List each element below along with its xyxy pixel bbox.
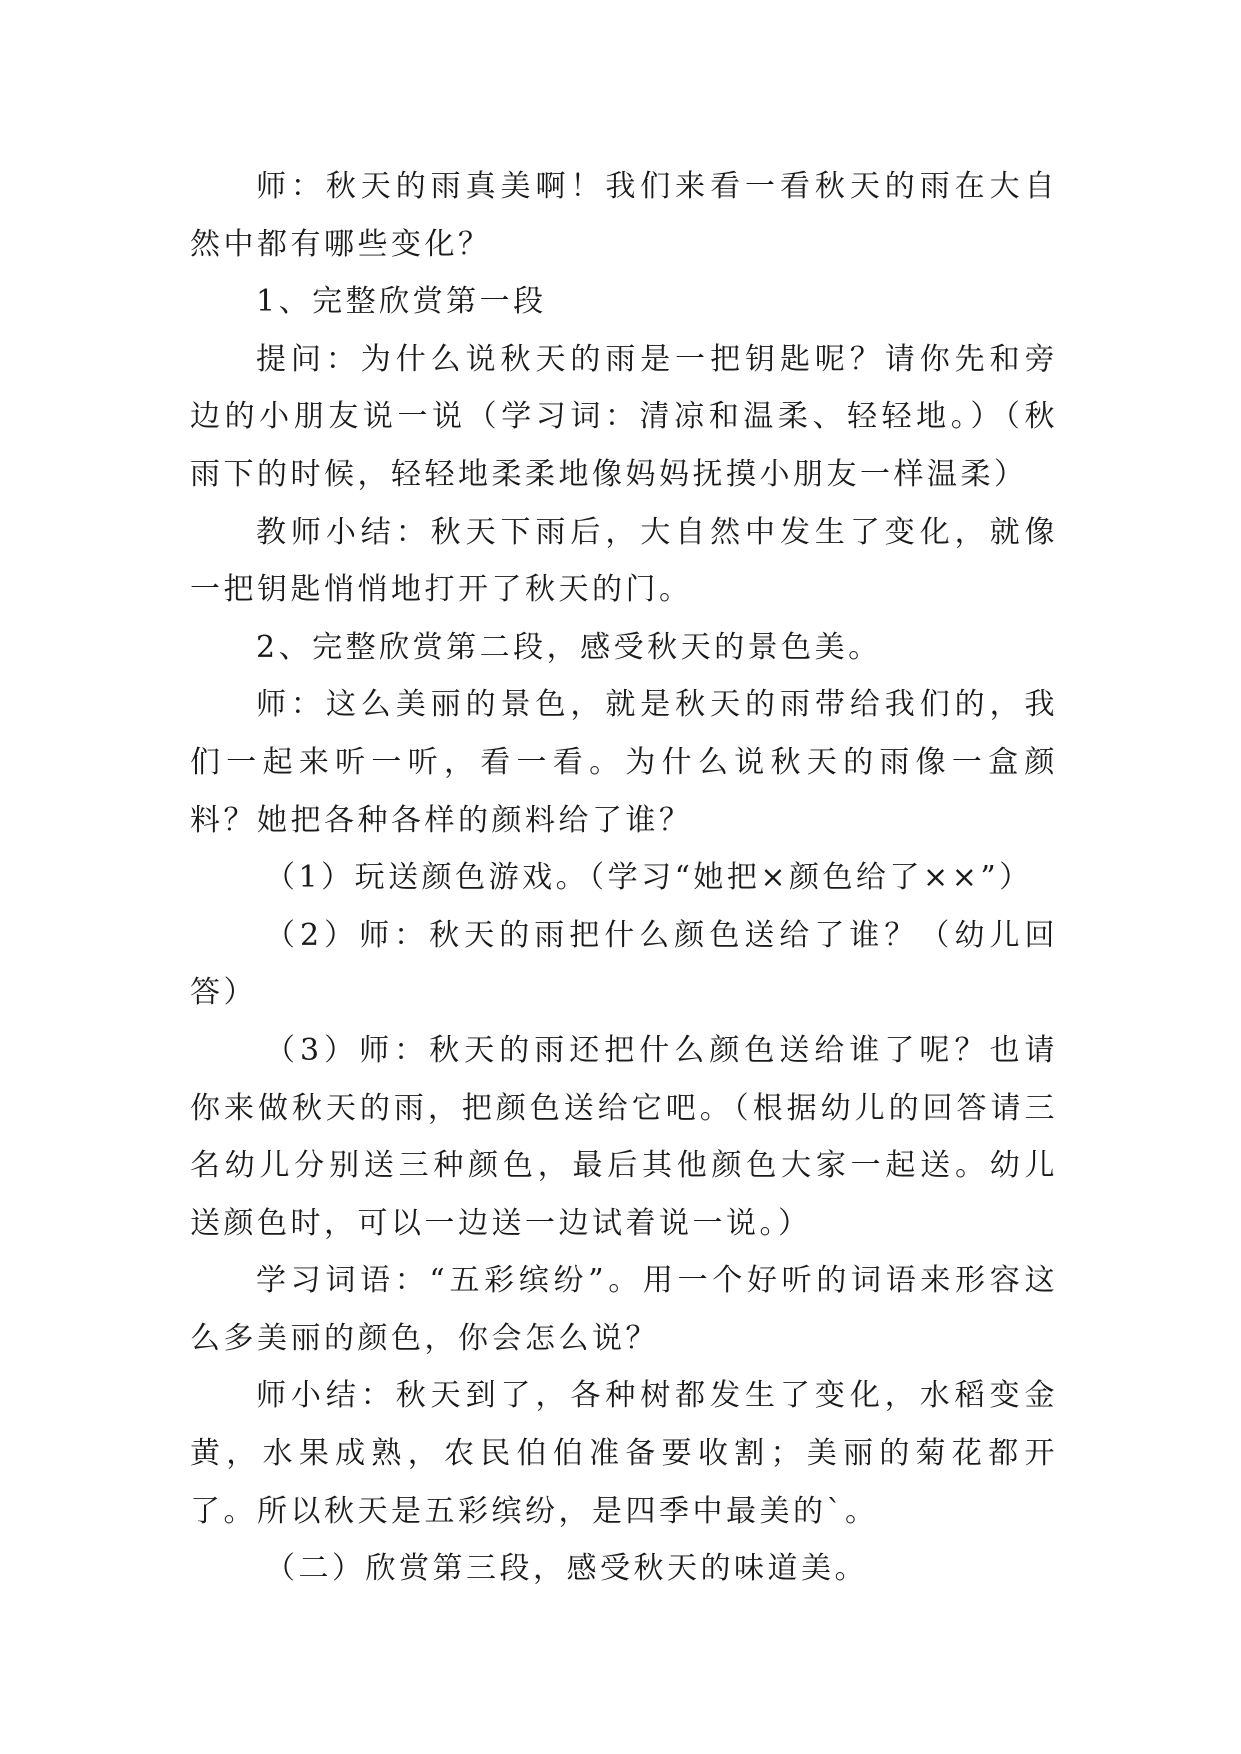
- paragraph-vocabulary: 学习词语：“五彩缤纷”。用一个好听的词语来形容这么多美丽的颜色，你会怎么说？: [190, 1263, 1058, 1356]
- paragraph-game-3: （3）师：秋天的雨还把什么颜色送给谁了呢？也请你来做秋天的雨，把颜色送给它吧。（根据幼儿的回答请三名幼儿分别送三种颜色，最后其他颜色大家一起送。幼儿送颜色时，可以一边送一边试着说一说。）: [190, 1032, 1058, 1241]
- paragraph-game-1: （1）玩送颜色游戏。（学习“她把×颜色给了××”）: [265, 860, 1033, 896]
- paragraph-question-key: 提问：为什么说秋天的雨是一把钥匙呢？请你先和旁边的小朋友说一说（学习词：清凉和温柔、轻轻地。）（秋雨下的时候，轻轻地柔柔地像妈妈抚摸小朋友一样温柔）: [190, 341, 1058, 492]
- paragraph-colors-intro: 师：这么美丽的景色，就是秋天的雨带给我们的，我们一起来听一听，看一看。为什么说秋天的雨像一盒颜料？她把各种各样的颜料给了谁？: [190, 687, 1058, 838]
- document-body: [190, 158, 1058, 1598]
- paragraph-summary-2: 师小结：秋天到了，各种树都发生了变化，水稻变金黄，水果成熟，农民伯伯准备要收割；美丽的菊花都开了。所以秋天是五彩缤纷，是四季中最美的`。: [190, 1378, 1058, 1529]
- paragraph-step-2: 2、完整欣赏第二段，感受秋天的景色美。: [256, 629, 882, 665]
- paragraph-section-two: （二）欣赏第三段，感受秋天的味道美。: [265, 1551, 868, 1587]
- paragraph-game-2: （2）师：秋天的雨把什么颜色送给了谁？（幼儿回答）: [190, 917, 1058, 1011]
- paragraph-summary-1: 教师小结：秋天下雨后，大自然中发生了变化，就像一把钥匙悄悄地打开了秋天的门。: [190, 514, 1058, 608]
- paragraph-intro: 师：秋天的雨真美啊！我们来看一看秋天的雨在大自然中都有哪些变化？: [190, 169, 1058, 262]
- paragraph-step-1: 1、完整欣赏第一段: [256, 284, 547, 320]
